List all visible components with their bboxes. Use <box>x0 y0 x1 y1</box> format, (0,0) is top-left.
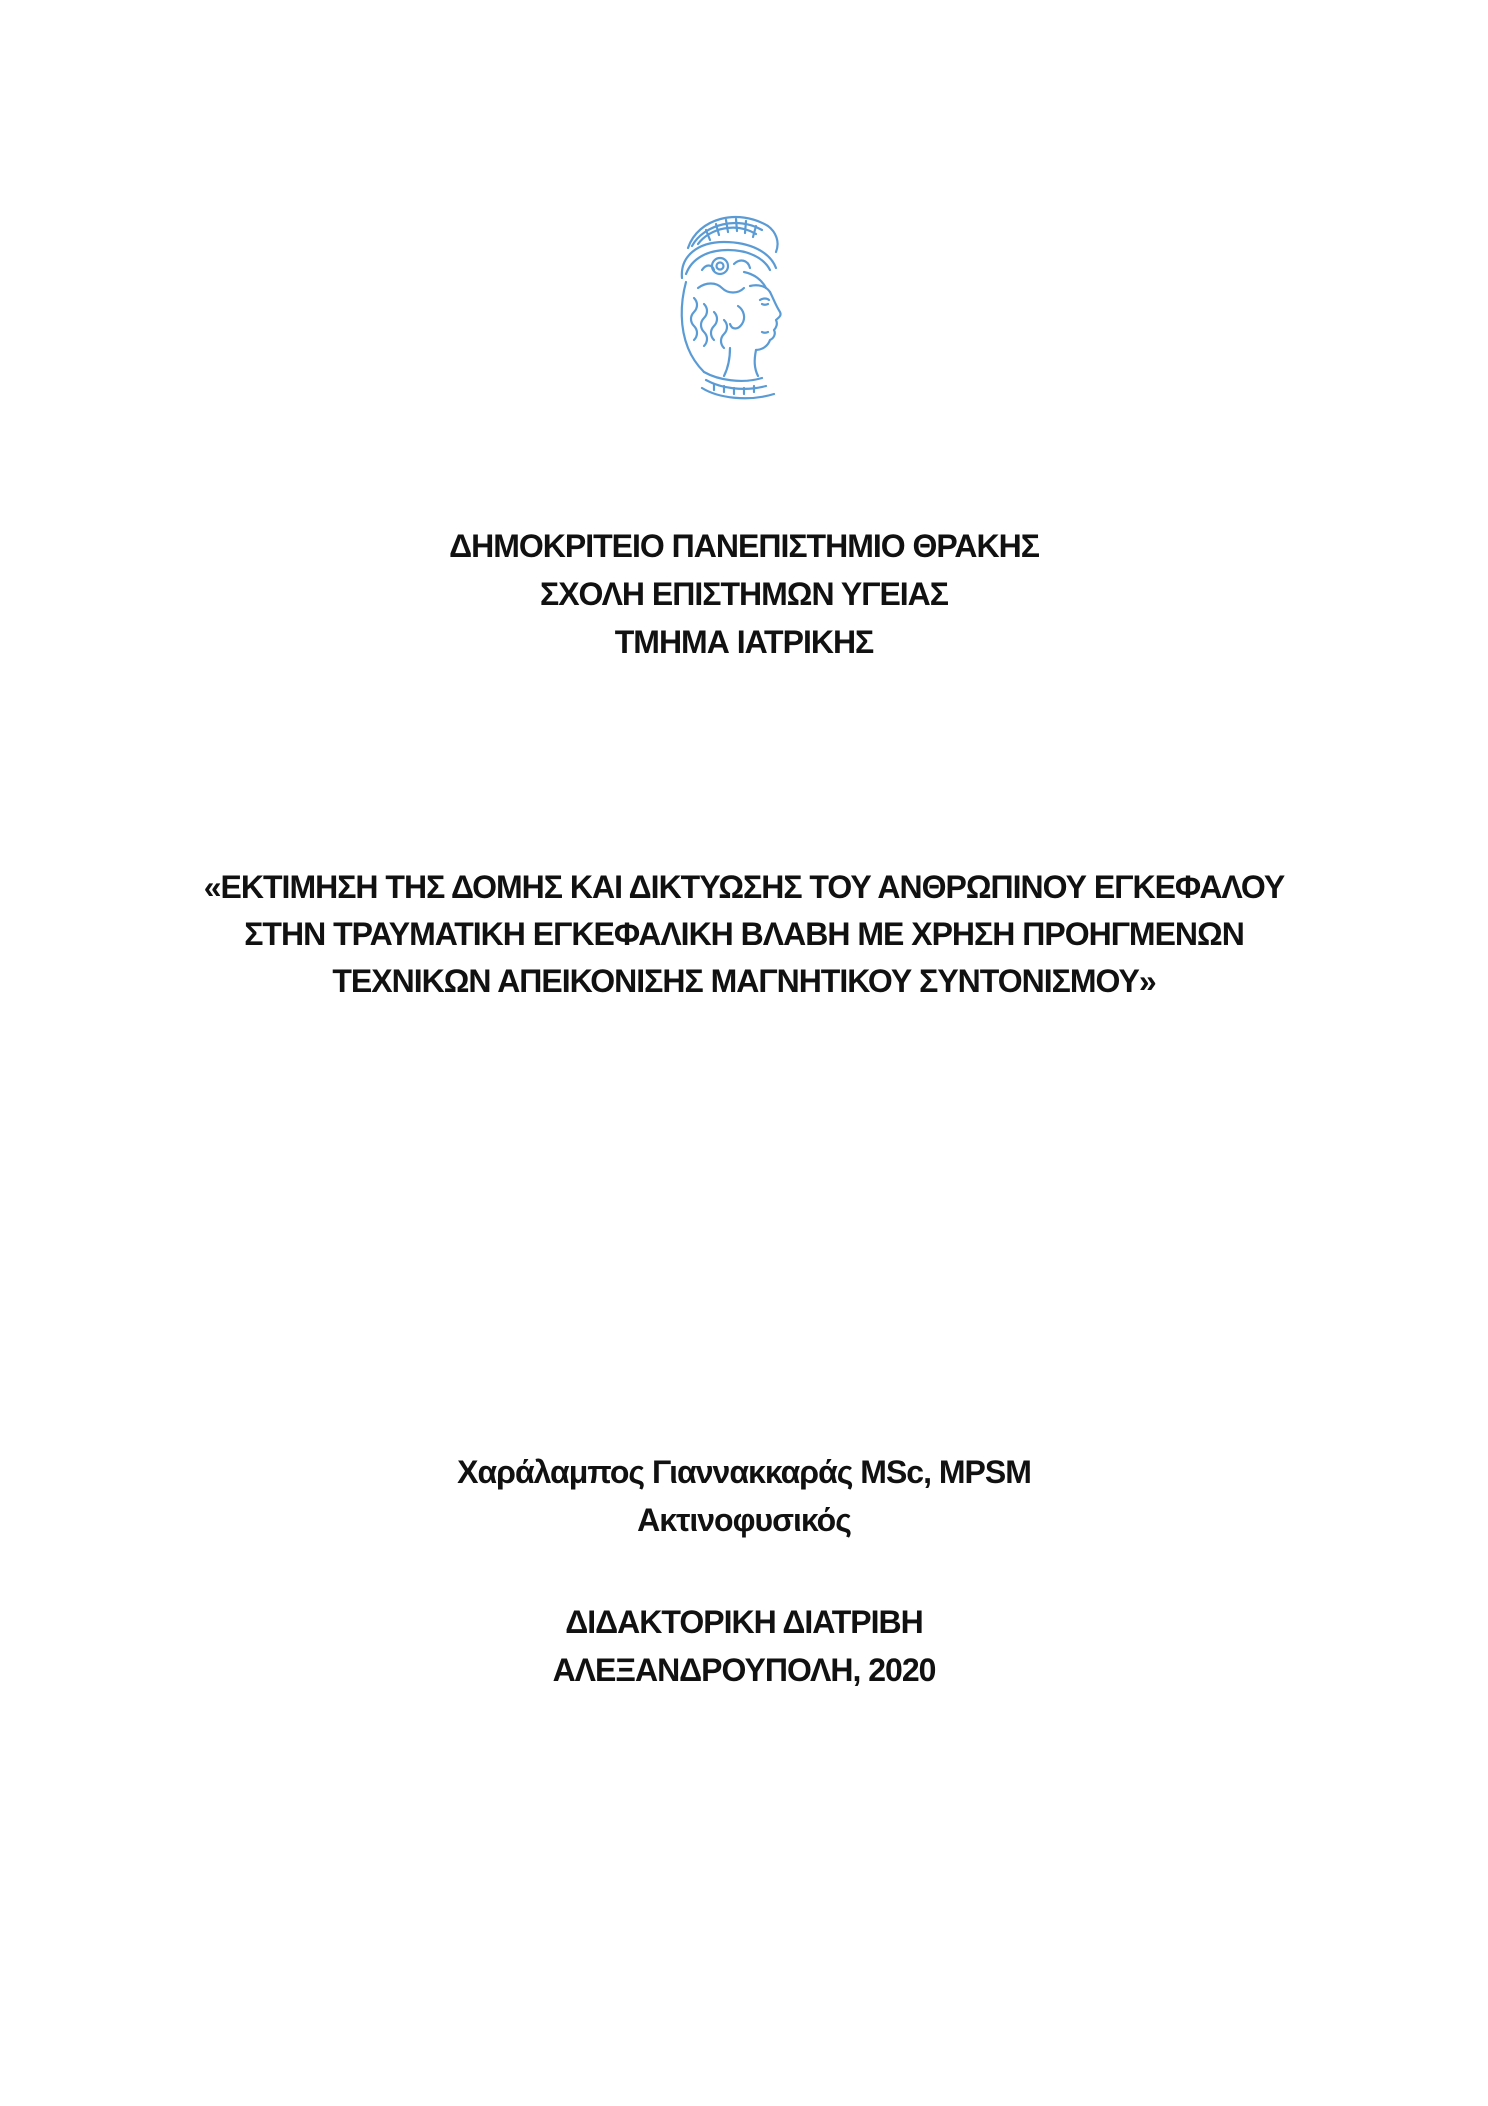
athena-helmet-seal-icon <box>658 208 792 408</box>
university-name: ΔΗΜΟΚΡΙΤΕΙΟ ΠΑΝΕΠΙΣΤΗΜΙΟ ΘΡΑΚΗΣ <box>449 528 1039 564</box>
institution-block <box>0 522 1488 666</box>
department-name: ΤΜΗΜΑ ΙΑΤΡΙΚΗΣ <box>614 624 874 660</box>
thesis-title-line: ΤΕΧΝΙΚΩΝ ΑΠΕΙΚΟΝΙΣΗΣ ΜΑΓΝΗΤΙΚΟΥ ΣΥΝΤΟΝΙΣΜΟΥ» <box>332 963 1156 999</box>
author-role: Ακτινοφυσικός <box>637 1502 851 1538</box>
place-year: ΑΛΕΞΑΝΔΡΟΥΠΟΛΗ, 2020 <box>552 1652 936 1688</box>
school-name: ΣΧΟΛΗ ΕΠΙΣΤΗΜΩΝ ΥΓΕΙΑΣ <box>540 576 948 612</box>
thesis-title <box>0 864 1488 1005</box>
thesis-title-line: «ΕΚΤΙΜΗΣΗ ΤΗΣ ΔΟΜΗΣ ΚΑΙ ΔΙΚΤΥΩΣΗΣ ΤΟΥ ΑΝΘΡΩΠΙΝΟΥ ΕΓΚΕΦΑΛΟΥ <box>203 869 1285 905</box>
degree-block <box>0 1598 1488 1694</box>
author-name: Χαράλαμπος Γιαννακκαράς MSc, MPSM <box>457 1454 1031 1490</box>
degree-type: ΔΙΔΑΚΤΟΡΙΚΗ ΔΙΑΤΡΙΒΗ <box>565 1604 923 1640</box>
author-block <box>0 1448 1488 1544</box>
thesis-title-line: ΣΤΗΝ ΤΡΑΥΜΑΤΙΚΗ ΕΓΚΕΦΑΛΙΚΗ ΒΛΑΒΗ ΜΕ ΧΡΗΣΗ ΠΡΟΗΓΜΕΝΩΝ <box>244 916 1244 952</box>
